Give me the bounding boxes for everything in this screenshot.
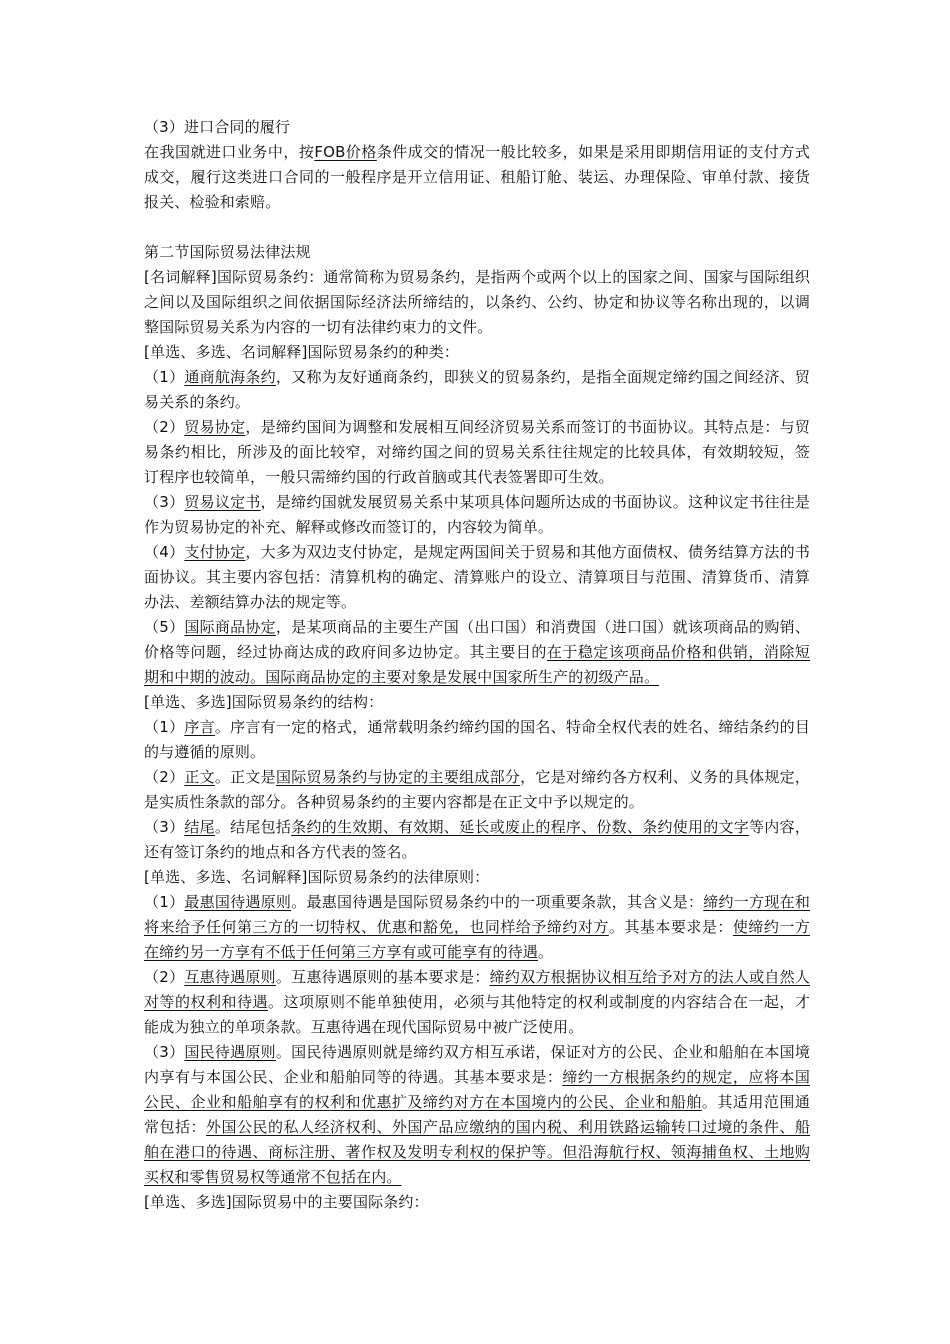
- text-run: 。结尾包括: [214, 818, 292, 836]
- underlined-text: 通商航海条约: [184, 368, 276, 386]
- underlined-text: 互惠待遇原则: [184, 968, 276, 986]
- text-run: （1）: [144, 718, 185, 736]
- paragraph-p16: [144, 890, 810, 965]
- text-run: [单选、多选、名词解释]国际贸易条约的种类：: [144, 343, 460, 361]
- paragraph-p2: [144, 140, 810, 215]
- text-run: 。这项原则不能单独使用，必须与其他特定的权利或制度的内容结合在一起，才能成为独立的单项条款。互惠待遇在现代国际贸易中被广泛使用。: [144, 993, 810, 1036]
- paragraph-gap: [144, 215, 810, 240]
- text-run: 。互惠待遇原则的基本要求是：: [275, 968, 490, 986]
- text-run: （1）: [144, 368, 185, 386]
- underlined-text: 缔约一方根据条约的规定，应将本国公民、企业和船舶享有的权利和优惠扩及缔约对方在本国境内的公民、企业和船舶: [144, 1068, 810, 1111]
- text-run: 。最惠国待遇是国际贸易条约中的一项重要条款，其含义是：: [291, 893, 704, 911]
- paragraph-p1: [144, 115, 810, 140]
- text-run: 。正文是: [214, 768, 276, 786]
- text-run: 。: [537, 943, 554, 961]
- text-run: （2）: [144, 768, 185, 786]
- text-run: （3）: [144, 493, 185, 511]
- paragraph-p8: [144, 490, 810, 540]
- text-run: （1）: [144, 893, 185, 911]
- underlined-text: 正文: [184, 768, 215, 786]
- text-run: ，大多为双边支付协定，是规定两国间关于贸易和其他方面债权、债务结算方法的书面协议。其主要内容包括：清算机构的确定、清算账户的设立、清算项目与范围、清算货币、清算办法、差额结算办法的规定等。: [144, 543, 811, 611]
- underlined-text: 使缔约一方在缔约另一方享有不低于任何第三方享有或可能享有的待遇: [144, 918, 810, 961]
- text-run: 条件成交的情况一般比较多，如果是采用即期信用证的支付方式成交，履行这类进口合同的一般程序是开立信用证、租船订舱、装运、办理保险、审单付款、接货报关、检验和索赔。: [144, 143, 811, 211]
- paragraph-p4: [144, 265, 810, 340]
- text-run: 第二节国际贸易法律法规: [144, 243, 311, 261]
- paragraph-p12: [144, 715, 810, 765]
- text-run: （3）: [144, 1043, 185, 1061]
- underlined-text: 贸易议定书: [184, 493, 261, 511]
- paragraph-p9: [144, 540, 810, 615]
- text-run: （4）: [144, 543, 185, 561]
- paragraph-p17: [144, 965, 810, 1040]
- paragraph-p11: [144, 690, 810, 715]
- text-run: 。国民待遇原则就是缔约双方相互承诺，保证对方的公民、企业和船舶在本国境内享有与本国公民、企业和船舶同等的待遇。其基本要求是：: [144, 1043, 810, 1086]
- underlined-text: 支付协定: [184, 543, 246, 561]
- underlined-text: 国民待遇原则: [184, 1043, 276, 1061]
- underlined-text: 缔约双方根据协议相互给予对方的法人或自然人对等的权利和待遇: [144, 968, 811, 1011]
- text-run: ，是缔约国就发展贸易关系中某项具体问题所达成的书面协议。这种议定书往往是作为贸易协定的补充、解释或修改而签订的，内容较为简单。: [144, 493, 810, 536]
- underlined-text: 国际商品协定: [184, 618, 276, 636]
- text-run: （3）进口合同的履行: [144, 118, 291, 136]
- text-run: （3）: [144, 818, 185, 836]
- text-run: ，是缔约国间为调整和发展相互间经济贸易关系而签订的书面协议。其特点是：与贸易条约相比，所涉及的面比较窄，对缔约国之间的贸易关系往往规定的比较具体，有效期较短，签订程序也较简单，一般只需缔约国的行政首脑或其代表签署即可生效。: [144, 418, 811, 486]
- underlined-text: 国际贸易条约与协定的主要组成部分: [275, 768, 521, 786]
- paragraph-p5: [144, 340, 810, 365]
- text-run: （2）: [144, 968, 185, 986]
- text-run: 。序言有一定的格式，通常载明条约缔约国的国名、特命全权代表的姓名、缔结条约的目的与遵循的原则。: [144, 718, 810, 761]
- text-run: 等内容，还有签订条约的地点和各方代表的签名。: [144, 818, 810, 861]
- text-run: 。其基本要求是：: [608, 918, 733, 936]
- text-run: ，是某项商品的主要生产国（出口国）和消费国（进口国）就该项商品的购销、价格等问题，经过协商达成的政府间多边协定。其主要目的: [144, 618, 810, 661]
- paragraph-p7: [144, 415, 810, 490]
- paragraph-p3: [144, 240, 810, 265]
- underlined-text: 最惠国待遇原则: [184, 893, 292, 911]
- paragraph-p10: [144, 615, 810, 690]
- text-run: ，又称为友好通商条约，即狭义的贸易条约，是指全面规定缔约国之间经济、贸易关系的条约。: [144, 368, 810, 411]
- text-run: （2）: [144, 418, 185, 436]
- underlined-text: FOB价格: [314, 143, 377, 161]
- paragraph-p14: [144, 815, 810, 865]
- paragraph-p18: [144, 1040, 810, 1190]
- underlined-text: 序言: [184, 718, 215, 736]
- text-run: [单选、多选]国际贸易中的主要国际条约：: [144, 1193, 429, 1211]
- text-run: [单选、多选、名词解释]国际贸易条约的法律原则：: [144, 868, 490, 886]
- text-run: [名词解释]国际贸易条约：通常简称为贸易条约，是指两个或两个以上的国家之间、国家与国际组织之间以及国际组织之间依据国际经济法所缔结的，以条约、公约、协定和协议等名称出现的，以调整国际贸易关系为内容的一切有法律约束力的文件。: [144, 268, 810, 336]
- underlined-text: 外国公民的私人经济权利、外国产品应缴纳的国内税、利用铁路运输转口过境的条件、船舶在港口的待遇、商标注册、著作权及发明专利权的保护等。但沿海航行权、领海捕鱼权、土地购买权和零售贸易权等通常不包括在内。: [144, 1118, 810, 1186]
- paragraph-p6: [144, 365, 810, 415]
- underlined-text: 结尾: [184, 818, 215, 836]
- text-run: [单选、多选]国际贸易条约的结构：: [144, 693, 384, 711]
- paragraph-p13: [144, 765, 810, 815]
- text-run: （5）: [144, 618, 185, 636]
- underlined-text: 在于稳定该项商品价格和供销，消除短期和中期的波动。国际商品协定的主要对象是发展中国家所生产的初级产品。: [144, 643, 810, 686]
- underlined-text: 缔约一方现在和将来给予任何第三方的一切特权、优惠和豁免，也同样给予缔约对方: [144, 893, 810, 936]
- text-run: 。其适用范围通常包括：: [144, 1093, 810, 1136]
- underlined-text: 条约的生效期、有效期、延长或废止的程序、份数、条约使用的文字: [291, 818, 750, 836]
- paragraph-p15: [144, 865, 810, 890]
- text-run: 在我国就进口业务中，按: [144, 143, 315, 161]
- underlined-text: 贸易协定: [184, 418, 246, 436]
- text-run: ，它是对缔约各方权利、义务的具体规定，是实质性条款的部分。各种贸易条约的主要内容都是在正文中予以规定的。: [144, 768, 811, 811]
- paragraph-p19: [144, 1190, 810, 1215]
